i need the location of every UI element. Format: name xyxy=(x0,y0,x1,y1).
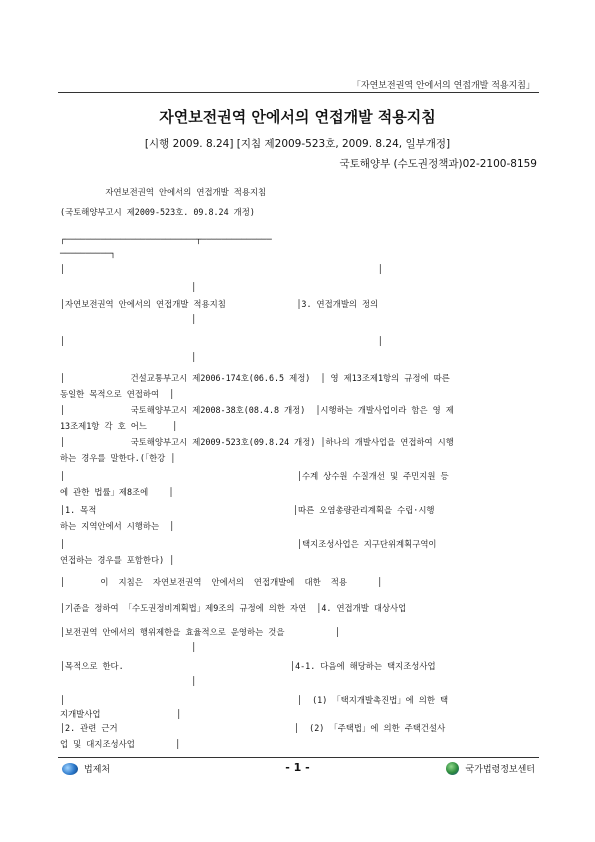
body-line: │ │ (1) 「택지개발촉진법」에 의한 택 xyxy=(60,695,449,705)
body-line: │ xyxy=(60,314,197,324)
body-line: │ xyxy=(60,352,197,362)
body-line: 하는 경우를 말한다.(「한강 │ xyxy=(60,453,176,463)
body-line: │자연보전권역 안에서의 연접개발 적용지침 │3. 연접개발의 정의 xyxy=(60,299,379,309)
body-line: 지개발사업 │ xyxy=(60,709,182,719)
body-line: │1. 목적 │따른 오염총량관리계획을 수립·시행 xyxy=(60,505,435,515)
body-line: 13조제1항 각 호 어느 │ xyxy=(60,421,178,431)
body-line: ──────────┐ xyxy=(60,248,116,258)
law-info-center-logo-icon xyxy=(446,762,459,775)
ministry-contact: 국토해양부 (수도권정책과)02-2100-8159 xyxy=(339,158,537,170)
body-line: │2. 관련 근거 │ (2) 「주택법」에 의한 주택건설사 xyxy=(60,723,446,733)
body-line: │ xyxy=(60,282,197,292)
document-title: 자연보전권역 안에서의 연접개발 적용지침 xyxy=(159,108,436,126)
body-line: │ xyxy=(60,676,197,686)
body-line: │ │택지조성사업은 지구단위계획구역이 xyxy=(60,539,437,549)
page-number: - 1 - xyxy=(285,761,310,774)
body-line: 동일한 목적으로 연접하여 │ xyxy=(60,389,175,399)
body-line: 에 관한 법률」제8조에 │ xyxy=(60,487,174,497)
header-rule xyxy=(58,92,539,93)
body-line: │ 국토해양부고시 제2009-523호(09.8.24 개정) │하나의 개발사업을 연접하여 시행 xyxy=(60,437,454,447)
body-line: │ │수계 상수원 수질개선 및 주민지원 등 xyxy=(60,471,449,481)
body-line: │ 국토해양부고시 제2008-38호(08.4.8 개정) │시행하는 개발사업이라 함은 영 제 xyxy=(60,405,454,415)
body-line: │ 이 지침은 자연보전권역 안에서의 연접개발에 대한 적용 │ xyxy=(60,577,383,587)
footer-rule xyxy=(58,757,539,758)
body-line: │ │ xyxy=(60,336,383,346)
body-line: │ │ xyxy=(60,264,383,274)
body-line: │보전권역 안에서의 행위제한을 효율적으로 운영하는 것을 │ xyxy=(60,627,340,637)
body-line: (국토해양부고시 제2009-523호. 09.8.24 개정) xyxy=(60,207,255,217)
footer-right-label: 국가법령정보센터 xyxy=(465,765,535,775)
document-header-tag: 「자연보전권역 안에서의 연접개발 적용지침」 xyxy=(351,81,535,91)
body-line: 자연보전권역 안에서의 연접개발 적용지침 xyxy=(60,187,267,197)
body-line: 업 및 대지조성사업 │ xyxy=(60,739,181,749)
body-line: │기준을 정하여 「수도권정비계획법」제9조의 규정에 의한 자연 │4. 연접개발 대상사업 xyxy=(60,603,407,613)
body-line: │ 건설교통부고시 제2006-174호(06.6.5 제정) │ 영 제13조제1항의 규정에 따른 xyxy=(60,373,450,383)
body-line: ┌──────────────────────────┬────────────── xyxy=(60,234,272,244)
body-line: │목적으로 한다. │4-1. 다음에 해당하는 택지조성사업 xyxy=(60,661,436,671)
footer-right xyxy=(446,762,535,775)
body-line: │ xyxy=(60,642,197,652)
enforcement-info: [시행 2009. 8.24] [지침 제2009-523호, 2009. 8.24, 일부개정] xyxy=(144,138,451,150)
footer-left-label: 법제처 xyxy=(84,765,111,775)
body-line: 연접하는 경우를 포함한다) │ xyxy=(60,555,175,565)
body-line: 하는 지역안에서 시행하는 │ xyxy=(60,521,175,531)
